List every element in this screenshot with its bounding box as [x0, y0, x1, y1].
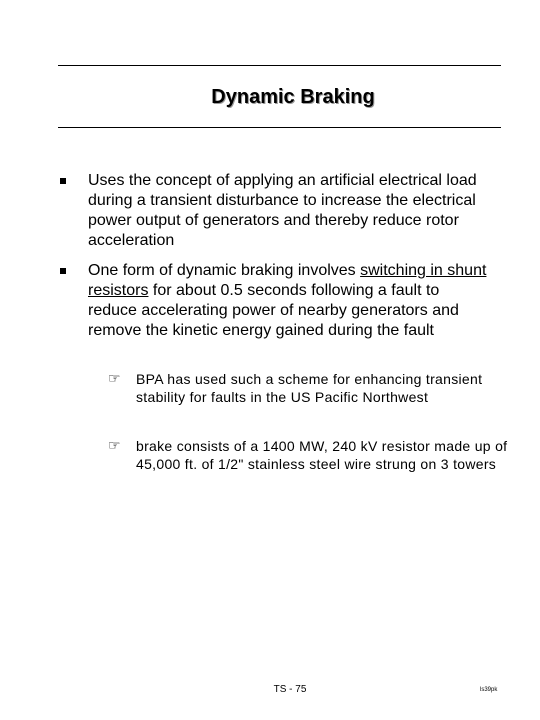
square-bullet-icon: [60, 268, 66, 274]
page-number: TS - 75: [273, 684, 307, 695]
pointing-hand-icon: ☞: [108, 438, 121, 454]
bullet-text-before: One form of dynamic braking involves: [88, 262, 361, 279]
pointing-hand-icon: ☞: [108, 371, 121, 387]
bullet-text: [88, 261, 488, 341]
top-divider: [58, 65, 501, 66]
sub-bullet-text: BPA has used such a scheme for enhancing transient stability for faults in the US Pacific Northwest: [136, 371, 483, 405]
bullet-text: Uses the concept of applying an artificial electrical load during a transient disturbance to increase the electrical power output of generators and thereby reduce rotor acceleration: [88, 172, 477, 249]
square-bullet-icon: [60, 178, 66, 184]
underlined-phrase: switching in shunt resistors: [88, 262, 487, 299]
sub-bullet-text: brake consists of a 1400 MW, 240 kV resistor made up of 45,000 ft. of 1/2" stainless steel wire strung on 3 towers: [136, 438, 508, 472]
slide-title: Dynamic Braking: [211, 86, 375, 108]
bottom-divider: [58, 127, 501, 128]
bullet-text-after: for about 0.5 seconds following a fault to reduce accelerating power of nearby generators and remove the kinetic energy gained during the fault: [88, 282, 459, 339]
footer-code: ls39pk: [480, 687, 498, 693]
